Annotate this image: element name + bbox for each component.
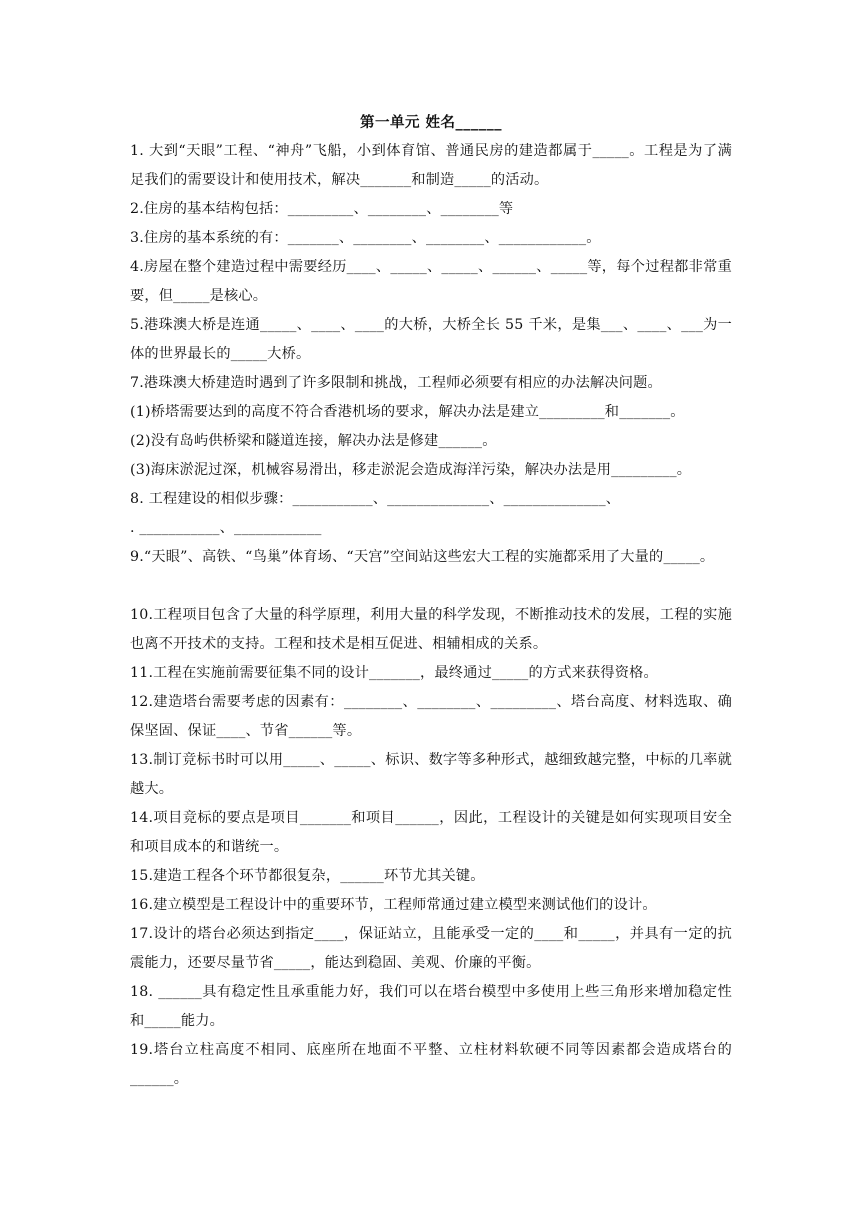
question-7-2: (2)没有岛屿供桥梁和隧道连接，解决办法是修建______。	[130, 433, 497, 449]
question-18: 18. ______具有稳定性且承重能力好，我们可以在塔台模型中多使用上些三角形来增加稳定性和_____能力。	[130, 984, 732, 1029]
question-12: 12.建造塔台需要考虑的因素有：________、________、_________、塔台高度、材料选取、确保坚固、保证____、节省______等。	[130, 694, 732, 739]
question-9: 9.“天眼”、高铁、“鸟巢”体育场、“天宫”空间站这些宏大工程的实施都采用了大量的_____。	[130, 549, 715, 565]
question-7: 7.港珠澳大桥建造时遇到了许多限制和挑战，工程师必须要有相应的办法解决问题。	[130, 375, 662, 391]
question-4: 4.房屋在整个建造过程中需要经历____、_____、_____、______、_____等，每个过程都非常重要，但_____是核心。	[130, 259, 732, 304]
question-15: 15.建造工程各个环节都很复杂，______环节尤其关键。	[130, 868, 485, 884]
question-3: 3.住房的基本系统的有：_______、________、________、____________。	[130, 230, 601, 246]
question-8: 8. 工程建设的相似步骤：___________、______________、______________、	[130, 491, 621, 507]
question-8-cont: . ___________、____________	[130, 520, 322, 536]
question-10: 10.工程项目包含了大量的科学原理，利用大量的科学发现，不断推动技术的发展，工程的实施也离不开技术的支持。工程和技术是相互促进、相辅相成的关系。	[130, 607, 732, 652]
question-16: 16.建立模型是工程设计中的重要环节，工程师常通过建立模型来测试他们的设计。	[130, 897, 657, 913]
question-14: 14.项目竞标的要点是项目_______和项目______，因此，工程设计的关键是如何实现项目安全和项目成本的和谐统一。	[130, 810, 732, 855]
question-7-1: (1)桥塔需要达到的高度不符合香港机场的要求，解决办法是建立_________和_______。	[130, 404, 685, 420]
question-11: 11.工程在实施前需要征集不同的设计_______，最终通过_____的方式来获得资格。	[130, 665, 658, 681]
question-19: 19.塔台立柱高度不相同、底座所在地面不平整、立柱材料软硬不同等因素都会造成塔台的______。	[130, 1042, 732, 1087]
question-1: 1. 大到“天眼”工程、“神舟”飞船，小到体育馆、普通民房的建造都属于_____。工程是为了满足我们的需要设计和使用技术，解决_______和制造_____的活动。	[130, 143, 732, 188]
page-title: 第一单元 姓名______	[359, 114, 503, 131]
question-13: 13.制订竞标书时可以用_____、_____、标识、数字等多种形式，越细致越完整，中标的几率就越大。	[130, 752, 732, 797]
question-5: 5.港珠澳大桥是连通_____、____、____的大桥，大桥全长 55 千米，是集___、____、___为一体的世界最长的_____大桥。	[130, 317, 732, 362]
question-17: 17.设计的塔台必须达到指定____，保证站立，且能承受一定的____和_____，并具有一定的抗震能力，还要尽量节省_____，能达到稳固、美观、价廉的平衡。	[130, 926, 732, 971]
question-7-3: (3)海床淤泥过深，机械容易滑出，移走淤泥会造成海洋污染，解决办法是用_________。	[130, 462, 692, 478]
worksheet-page	[130, 108, 732, 1094]
question-2: 2.住房的基本结构包括：_________、________、________等	[130, 201, 514, 217]
